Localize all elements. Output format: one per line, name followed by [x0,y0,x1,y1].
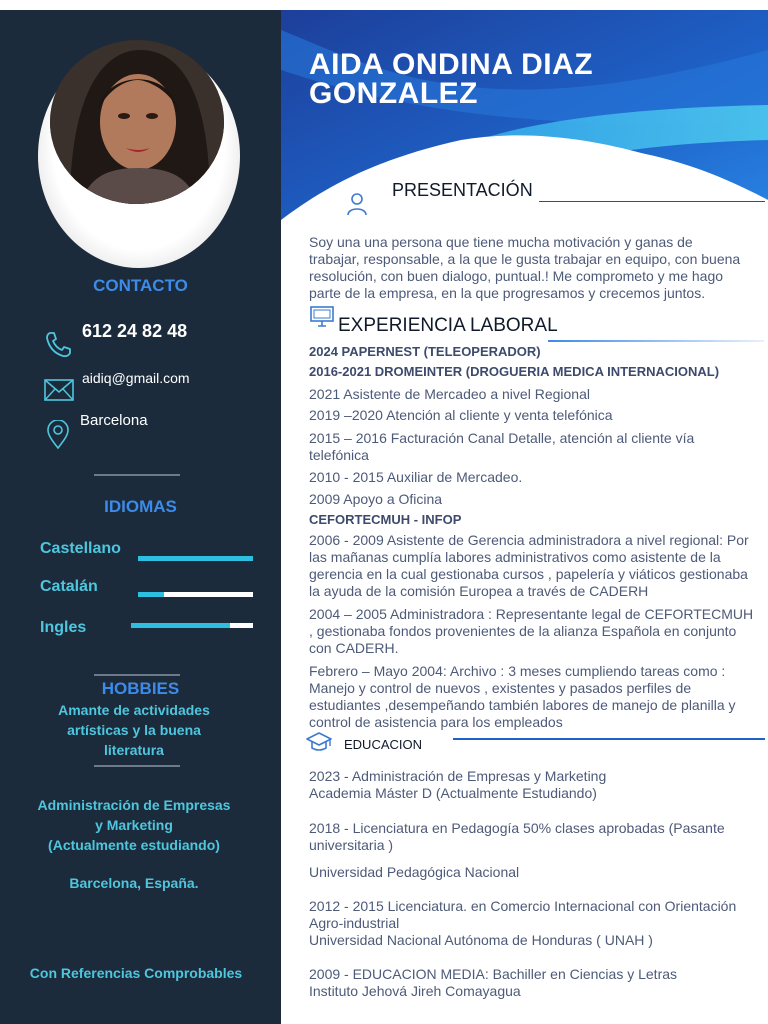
education-line: 2023 - Administración de Empresas y Marketing [309,768,607,784]
language-level-bar [131,623,253,628]
language-level-bar [138,592,253,597]
divider [94,674,180,676]
education-line: 2012 - 2015 Licenciatura. en Comercio Internacional con Orientación Agro-industrial [309,898,737,931]
candidate-name [309,50,593,108]
education-line: 2009 - EDUCACION MEDIA: Bachiller en Ciencias y Letras [309,966,678,982]
education-entry [309,898,754,949]
education-line: Universidad Pedagógica Nacional [309,864,520,880]
experience-entry: 2004 – 2005 Administradora : Representante legal de CEFORTECMUH , gestionaba fondos provenientes de la alianza Española en conjunto con CADERH. [309,606,754,656]
profile-photo-frame [38,40,240,270]
references-text: Con Referencias Comprobables [29,965,243,981]
divider [94,474,180,476]
presentation-text: Soy una una persona que tiene mucha motivación y ganas de trabajar, responsable, a la que le gusta trabajar en equipo, con buena resolución, con buen dialogo, puntual.! Me comprometo y me hago parte de la empresa, en la que progresamos y crecemos juntos. [309,234,741,301]
education-entry [309,768,754,802]
education-entry [309,820,754,854]
education-entry [309,864,754,881]
divider [94,765,180,767]
education-line: Universidad Nacional Autónoma de Honduras ( UNAH ) [309,932,653,948]
study-line: (Actualmente estudiando) [48,837,220,853]
phone-number: 612 24 82 48 [82,321,188,341]
phone-icon [44,330,72,363]
language-level-fill [131,623,230,628]
language-name: Catalán [40,578,98,595]
monitor-icon [310,306,334,333]
heading-rule [539,201,765,202]
education-line: Academia Máster D (Actualmente Estudiando) [309,785,597,801]
hobbies-line: literatura [104,742,164,758]
experience-entry: 2019 –2020 Atención al cliente y venta telefónica [309,407,613,423]
experience-employer: 2016-2021 DROMEINTER (DROGUERIA MEDICA INTERNACIONAL) [309,364,720,379]
experience-heading: EXPERIENCIA LABORAL [338,315,558,336]
email-address: aidiq@gmail.com [82,370,190,386]
person-icon [346,192,368,221]
hobbies-line: artísticas y la buena [67,722,201,738]
experience-entry: 2009 Apoyo a Oficina [309,491,443,507]
language-level-fill [138,556,253,561]
contact-heading: CONTACTO [93,276,188,295]
experience-entry: 2010 - 2015 Auxiliar de Mercadeo. [309,469,523,485]
education-entry [309,966,754,1000]
experience-employer: 2024 PAPERNEST (TELEOPERADOR) [309,344,541,359]
study-line: Administración de Empresas [37,797,231,813]
experience-entry: 2021 Asistente de Mercadeo a nivel Regional [309,386,590,402]
graduation-cap-icon [306,732,332,757]
language-name: Castellano [40,540,121,557]
profile-photo [50,40,224,204]
languages-heading: IDIOMAS [104,497,177,516]
heading-rule [548,340,764,342]
language-level-fill [138,592,164,597]
study-line: y Marketing [95,817,173,833]
email-icon [44,379,74,406]
experience-employer: CEFORTECMUH - INFOP [309,512,462,527]
experience-entry: 2006 - 2009 Asistente de Gerencia administradora a nivel regional: Por las mañanas cumplía labores administrativos como asistente de la gerencia en la cual gestionaba cursos , papelería y viáticos gestionaba la ayuda de la comisión Europea a través de CADERH [309,532,749,599]
experience-entry: 2015 – 2016 Facturación Canal Detalle, atención al cliente vía telefónica [309,430,695,463]
hobbies-line: Amante de actividades [58,702,210,718]
hobbies-text [0,700,268,760]
education-line: 2018 - Licenciatura en Pedagogía 50% clases aprobadas (Pasante universitaria ) [309,820,725,853]
current-study [0,795,268,855]
language-level-bar [138,556,253,561]
education-heading: EDUCACION [344,737,423,752]
experience-entry: Febrero – Mayo 2004: Archivo : 3 meses cumpliendo tareas como : Manejo y control de nuevos , existentes y pasados perfiles de estudiantes ,desempeñando también labores de manejo de planilla y control de asistencia para los empleados [309,663,736,730]
location-text: Barcelona, España. [69,875,199,891]
name-line-2: GONZALEZ [309,77,478,110]
language-name: Ingles [40,619,87,636]
education-line: Instituto Jehová Jireh Comayagua [309,983,521,999]
location-pin-icon [46,420,70,455]
city: Barcelona [80,412,148,429]
presentation-heading: PRESENTACIÓN [392,180,533,200]
hobbies-heading: HOBBIES [101,679,180,698]
name-line-1: AIDA ONDINA DIAZ [309,48,594,81]
heading-rule [453,738,765,740]
